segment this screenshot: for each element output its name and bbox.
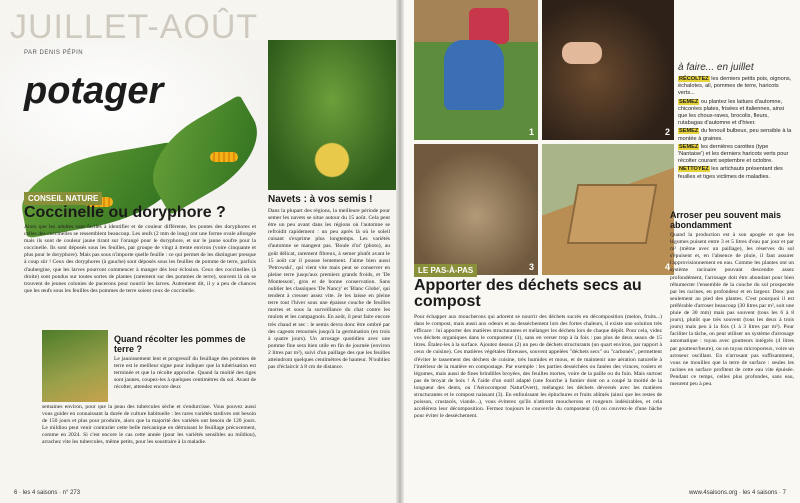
a-faire-title: à faire... en juillet	[678, 62, 754, 73]
page-gutter	[396, 0, 404, 503]
left-footer: 6 · les 4 saisons · n° 273	[14, 490, 81, 496]
a-faire-keyword: SEMEZ	[679, 128, 699, 135]
bucket-image	[444, 40, 504, 110]
photo-number: 4	[664, 262, 670, 272]
potato-plant-photo	[42, 330, 108, 402]
compost-photo-3	[414, 144, 538, 275]
a-faire-text: les artichauts présentant des feuilles et tiges victimes de maladies.	[678, 166, 783, 180]
a-faire-text: ou plantez les laitues d'automne, chicorées plates, frisées et italiennes, ainsi que les choux-raves, brocolis, fleurs, rutabagas d'automne et d'hiver.	[678, 98, 785, 127]
photo-number: 1	[528, 127, 534, 137]
photo-number: 3	[528, 262, 534, 272]
byline: PAR DENIS PÉPIN	[24, 50, 84, 56]
turnip-photo	[268, 40, 396, 190]
dechets-body: Pour échapper aux moucherons qui adorent se nourrir des déchets sucrés en décomposition (melon, fruits...) dans le compost, mais aussi aux odeurs et au dessèchement lors des fortes chaleurs, il existe une solution très efficace : lui apporter des matières structurantes et mélanger les déchets lors de chaque dépôt. Pour cela, videz vos déchets organiques dans le composteur (1), sans en verser trop à la fois : pas plus de deux seaux de 15 litres. Étalez-les à la surface. Ajoutez dessus (2) un peu de déchets structurants (un quart environ, par rapport à ceux de cuisine). Ces matières végétales fibreuses, souvent appelées "déchets secs" ou "carbonés", permettent d'éviter le tassement des déchets de cuisine, très humides et mous, et de maintenir une aération naturelle à l'intérieur de la matière en compostage. Par exemple : les parties desséchées ou fanées des viraces, rosiers et légumes, mais aussi de fines brindilles broyées, des feuilles mortes, voire de la paille ou du foin. Mais surtout pas de broyat de bois ! À l'aide d'un outil adapté (une fourche à fumier dont on a coupé la moitié de la longueur des dents, ou l'Aérocompost NaturOvert), mélangez les déchets déversés avec les matières structurantes et le compost naissant (3). En enfouissant les épluchures et fruits abîmés (ainsi que les restes de poisson, crustacés, viande...), vous éviterez qu'ils n'attirent moucherons et rongeurs indésirables, et cela accélérera leur décomposition. Fermez toujours le couvercle du composteur (4) ou couvrez-le d'une bâche pour éviter le dessèchement.	[414, 314, 662, 420]
a-faire-item	[678, 76, 794, 98]
coccinelle-title: Coccinelle ou doryphore ?	[24, 204, 226, 221]
a-faire-keyword: SEMEZ	[679, 98, 699, 105]
arroser-body: Quand la production est à son apogée et que les légumes puisent entre 3 et 5 litres d'eau par jour et par m² (même avec un paillage), les réserves du sol s'épuisent et, en l'absence de pluie, il faut assurer l'approvisionnement en eau. Comme les plantes ont un système racinaire pouvant descendre assez profondément, l'arrosage doit être abondant pour bien réhumecter l'ensemble de la couche du sol prospectée par les racines, en profondeur et en largeur. Donc pas seulement au pied des plantes. C'est pourquoi il est préférable d'arroser beaucoup (30 litres par m², soit une pluie de 30 mm) mais pas souvent (tous les 6 à 8 jours), plutôt que très souvent (tous les deux à trois jours) mais peu à la fois (1 à 3 litres par m²). Pour faciliter la tâche, on peut utiliser un système d'arrosage automatique : tuyau avec goutteurs intégrés (4 litres par goutteur/heure), ou un tuyau microporeux, voire un arroseur oscillant. En n'arrosant pas suffisamment, vous ne mouillez que la terre de surface : seules les racines en surface profitent de cette eau vite épuisée. Pendant ce temps, celles plus profondes, sans eau, meurent peu à peu.	[670, 232, 794, 387]
compost-photo-4	[542, 144, 674, 275]
recolter-body-continued: semaines environ, pour que la peau des tubercules sèche et s'endurcisse. Vous pouvez aussi vous guider en connaissant la durée de culture habituelle : les rares variétés tardives ont besoin de 150 jours et plus pour produire, alors que la majorité des variétés ont besoin de 120 jours. Le mildiou peut venir contrarier cette belle mécanique en détruisant le feuillage précocement, comme en 2024. Si c'est encore le cas cette année (pour les variétés sensibles au mildiou), arrachez vite les tubercules, même petits, pour les soustraire à la maladie.	[42, 404, 256, 446]
ladybug-eggs-image	[210, 152, 238, 162]
a-faire-keyword: RÉCOLTEZ	[679, 76, 709, 82]
a-faire-keyword: NETTOYEZ	[679, 166, 709, 173]
compost-photo-1	[414, 0, 538, 140]
compost-photo-grid	[414, 0, 674, 275]
a-faire-text: les derniers petits pois, oignons, échalotes, ail, pommes de terre, haricots verts...	[678, 76, 792, 97]
a-faire-item	[678, 128, 794, 142]
arroser-title: Arroser peu souvent mais abondamment	[670, 210, 782, 230]
section-title: potager	[24, 70, 164, 112]
a-faire-text: les dernières carottes (type 'Nantaise') et les derniers haricots verts pour récolter courant septembre et octobre.	[678, 143, 789, 165]
a-faire-text: du fenouil bulbeux, peu sensible à la montée à graines.	[678, 128, 792, 142]
composter-image	[567, 184, 658, 244]
a-faire-item	[678, 166, 794, 180]
photo-number: 2	[664, 127, 670, 137]
navets-title: Navets : à vos semis !	[268, 194, 373, 205]
navets-body: Dans la plupart des régions, la meilleure période pour semer les navets se situe autour du 15 août. Cela peut être un peu avant dans les régions où l'automne se refroidit rapidement : un peu après là où le soleil cuisant s'exprime plus longtemps. Les variétés d'automne se mangent pas. 'Boule d'or' (photo), au goût délicat, rarement fibreux, à semer plutôt avant le 15 août car il pousse lentement. J'aime bien aussi 'Petrowski', qui vient vite mais peut se conserver en pleine terre jusqu'aux premiers grands froids, et 'De Montesson', gros et de bonne conservation. Sans oublier les classiques 'De Nancy' et 'Blanc Globe', qui tendent à creuser assez vite. Je les laisse en pleine terre tout l'hiver sous une épaisse couche de feuilles mortes et sous la surveillance du chat contre les mulots et les campagnols. En août, il peut faire encore très chaud et sec : le semis devra donc être ombré par des cageots retournés jusqu'à la germination (en trois à quatre jours). Un arrosage quotidien avec une pomme fine sera bien utile en fin de journée (environ 2 litres par m²), suivi d'un paillage des que les feuilles atteindront quelques centimètres de hauteur. N'oubliez pas d'éclaircir à 8 cm de distance.	[268, 208, 390, 371]
a-faire-list	[678, 76, 794, 182]
hero-photo-leaves	[0, 40, 270, 200]
pas-a-pas-label: LE PAS-À-PAS	[414, 264, 477, 277]
right-page	[400, 0, 800, 503]
conseil-nature-label: CONSEIL NATURE	[24, 192, 102, 205]
month-header: JUILLET-AOÛT	[10, 8, 259, 46]
right-footer: www.4saisons.org · les 4 saisons · 7	[688, 490, 786, 496]
a-faire-keyword: SEMEZ	[679, 143, 699, 150]
dechets-title: Apporter des déchets secs au compost	[414, 277, 642, 310]
hand-image	[562, 42, 602, 64]
recolter-body: Le jaunissement lent et progressif du feuillage des pommes de terre est le meilleur signe pour indiquer que la tubérisation est terminée et que la récolte approche. Quand la moitié des tiges sont jaunes, coupez-les à quelques centimètres du sol. Avant de récolter, attendez encore deux	[114, 356, 256, 391]
person-arm-image	[469, 8, 509, 44]
a-faire-item	[678, 144, 794, 166]
coccinelle-body: Alors que les adultes sont faciles à identifier et de couleur différente, les pontes des doryphores et celles des coccinelles se ressemblent beaucoup. Les œufs (2 mm de long) ont une forme ovale allongée mais ils sont de couleur jaune tirant sur l'orangé pour le doryphore, et sur le jaune soufre pour la coccinelle. Ils sont déposés sous les feuilles, par groupe de vingt à trente environ (voire cinquante et plus pour le doryphore). Mais pas sous n'importe quelle feuille : ce qui permet de les distinguer presque à coup sûr ! Ceux des doryphores (à gauche) sont déposés sous les feuilles de pomme de terre, parfois d'aubergine, que les larves pourront commencer à manger dès leur éclosion. Ceux des coccinelles (à droite) sont pondus sur toutes sortes de plantes (rarement sur des pommes de terre), souvent là où se trouvent de jeunes colonies de pucerons pour nourrir les larves. Autrement dit, il y a peu de chances que les œufs sous les feuilles des pommes de terre soient ceux de coccinelle.	[24, 224, 256, 294]
a-faire-item	[678, 99, 794, 128]
compost-photo-2	[542, 0, 674, 140]
recolter-title: Quand récolter les pommes de terre ?	[114, 334, 246, 354]
